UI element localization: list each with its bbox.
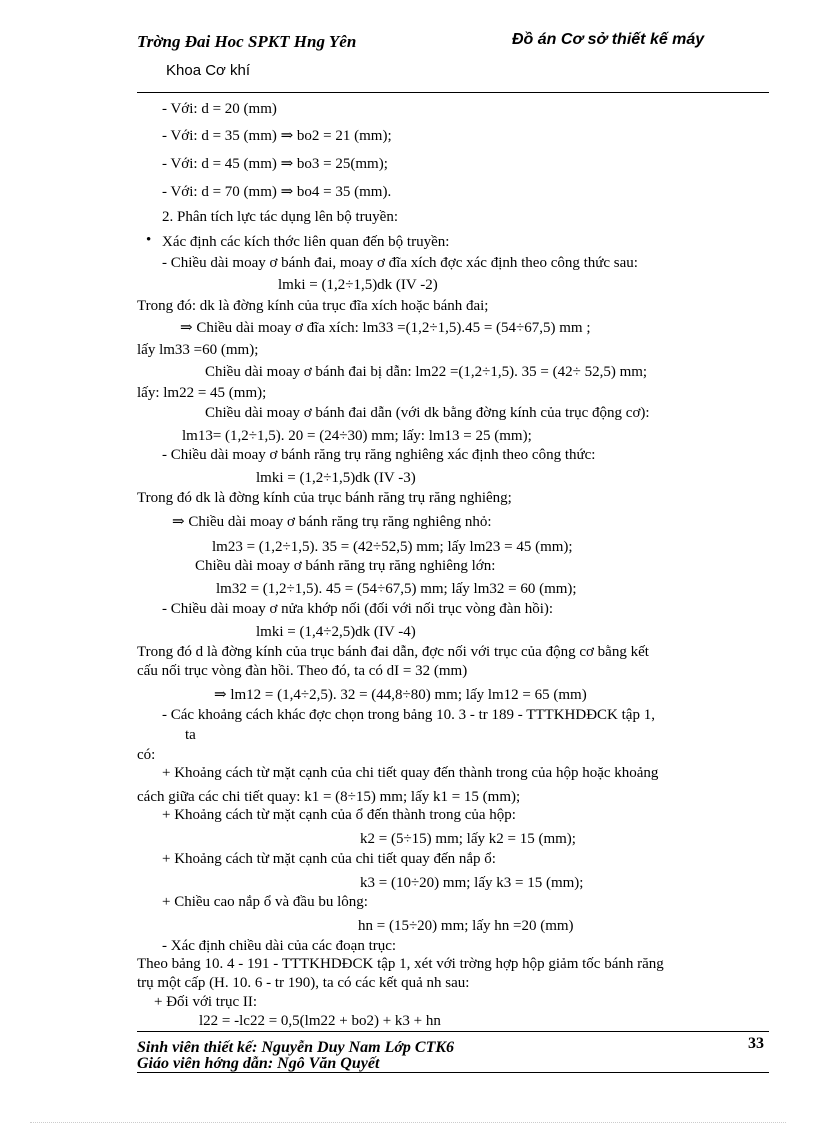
body-line: - Với: d = 35 (mm) ⇒ bo2 = 21 (mm); xyxy=(162,128,392,144)
formula-line: lm13= (1,2÷1,5). 20 = (24÷30) mm; lấy: lm13 = 25 (mm); xyxy=(182,428,532,444)
page-number: 33 xyxy=(748,1035,764,1052)
body-line: ⇒ Chiều dài moay ơ đĩa xích: lm33 =(1,2÷1,5).45 = (54÷67,5) mm ; xyxy=(180,320,591,336)
body-line: - Với: d = 70 (mm) ⇒ bo4 = 35 (mm). xyxy=(162,184,392,200)
footer-rule xyxy=(137,1031,769,1032)
body-line: + Khoảng cách từ mặt cạnh của chi tiết quay đến thành trong của hộp hoặc khoảng xyxy=(162,765,659,781)
body-line: cấu nối trục vòng đàn hồi. Theo đó, ta có dI = 32 (mm) xyxy=(137,663,468,679)
body-line: + Khoảng cách từ mặt cạnh của chi tiết quay đến nắp ổ: xyxy=(162,851,496,867)
header-rule xyxy=(137,92,769,93)
body-line: lấy: lm22 = 45 (mm); xyxy=(137,385,267,401)
formula-line: l22 = -lc22 = 0,5(lm22 + bo2) + k3 + hn xyxy=(199,1013,441,1029)
formula-line: lmki = (1,2÷1,5)dk (IV -3) xyxy=(256,470,416,486)
formula-line: ⇒ lm12 = (1,4÷2,5). 32 = (44,8÷80) mm; lấy lm12 = 65 (mm) xyxy=(214,687,587,703)
footer-advisor: Giáo viên hớng dẫn: Ngô Văn Quyết xyxy=(137,1055,380,1072)
body-line: + Chiều cao nắp ổ và đầu bu lông: xyxy=(162,894,368,910)
body-line: Chiều dài moay ơ bánh răng trụ răng nghiêng lớn: xyxy=(195,558,496,574)
body-line: - Chiều dài moay ơ bánh đai, moay ơ đĩa xích đợc xác định theo công thức sau: xyxy=(162,255,638,271)
body-line: + Khoảng cách từ mặt cạnh của ổ đến thành trong của hộp: xyxy=(162,807,516,823)
formula-line: k3 = (10÷20) mm; lấy k3 = 15 (mm); xyxy=(360,875,584,891)
body-line: - Với: d = 20 (mm) xyxy=(162,101,277,117)
body-line: lấy lm33 =60 (mm); xyxy=(137,342,259,358)
body-line: Trong đó: dk là đờng kính của trục đĩa xích hoặc bánh đai; xyxy=(137,298,489,314)
footer-designer: Sinh viên thiết kế: Nguyễn Duy Nam Lớp CTK6 xyxy=(137,1039,455,1056)
body-line: cách giữa các chi tiết quay: k1 = (8÷15) mm; lấy k1 = 15 (mm); xyxy=(137,789,521,805)
formula-line: lm32 = (1,2÷1,5). 45 = (54÷67,5) mm; lấy lm32 = 60 (mm); xyxy=(216,581,577,597)
body-line: có: xyxy=(137,747,156,763)
header-school: Trờng Đai Hoc SPKT Hng Yên xyxy=(137,32,357,51)
body-line: - Chiều dài moay ơ bánh răng trụ răng nghiêng xác định theo công thức: xyxy=(162,447,596,463)
body-line: - Xác định chiều dài của các đoạn trục: xyxy=(162,938,397,954)
body-line: trụ một cấp (H. 10. 6 - tr 190), ta có các kết quả nh sau: xyxy=(137,975,470,991)
formula-line: hn = (15÷20) mm; lấy hn =20 (mm) xyxy=(358,918,574,934)
body-line: + Đối với trục II: xyxy=(154,994,258,1010)
footer-bottom-rule xyxy=(137,1072,769,1073)
formula-line: k2 = (5÷15) mm; lấy k2 = 15 (mm); xyxy=(360,831,576,847)
formula-line: lmki = (1,2÷1,5)dk (IV -2) xyxy=(278,277,438,293)
body-line: Trong đó d là đờng kính của trục bánh đai dẫn, đợc nối với trục của động cơ bằng kết xyxy=(137,644,649,660)
formula-line: lmki = (1,4÷2,5)dk (IV -4) xyxy=(256,624,416,640)
section-heading: 2. Phân tích lực tác dụng lên bộ truyền: xyxy=(162,209,398,225)
body-line: ta xyxy=(185,727,196,743)
body-line: - Các khoảng cách khác đợc chọn trong bảng 10. 3 - tr 189 - TTTKHDĐCK tập 1, xyxy=(162,707,655,723)
body-line: Chiều dài moay ơ bánh đai bị dẫn: lm22 =(1,2÷1,5). 35 = (42÷ 52,5) mm; xyxy=(205,364,648,380)
formula-line: lm23 = (1,2÷1,5). 35 = (42÷52,5) mm; lấy lm23 = 45 (mm); xyxy=(212,539,573,555)
body-line: ⇒ Chiều dài moay ơ bánh răng trụ răng nghiêng nhỏ: xyxy=(172,514,492,530)
body-line: Xác định các kích thớc liên quan đến bộ truyền: xyxy=(162,234,450,250)
body-line: Chiều dài moay ơ bánh đai dẫn (với dk bằng đờng kính của trục động cơ): xyxy=(205,405,650,421)
body-line: - Với: d = 45 (mm) ⇒ bo3 = 25(mm); xyxy=(162,156,388,172)
body-line: Trong đó dk là đờng kính của trục bánh răng trụ răng nghiêng; xyxy=(137,490,512,506)
header-department: Khoa Cơ khí xyxy=(166,62,251,79)
body-line: - Chiều dài moay ơ nửa khớp nối (đối với nối trục vòng đàn hồi): xyxy=(162,601,554,617)
body-line: Theo bảng 10. 4 - 191 - TTTKHDĐCK tập 1, xét với trờng hợp hộp giảm tốc bánh răng xyxy=(137,956,664,972)
bullet-icon: • xyxy=(146,232,152,248)
header-project-title: Đồ án Cơ sở thiết kế máy xyxy=(512,31,705,48)
